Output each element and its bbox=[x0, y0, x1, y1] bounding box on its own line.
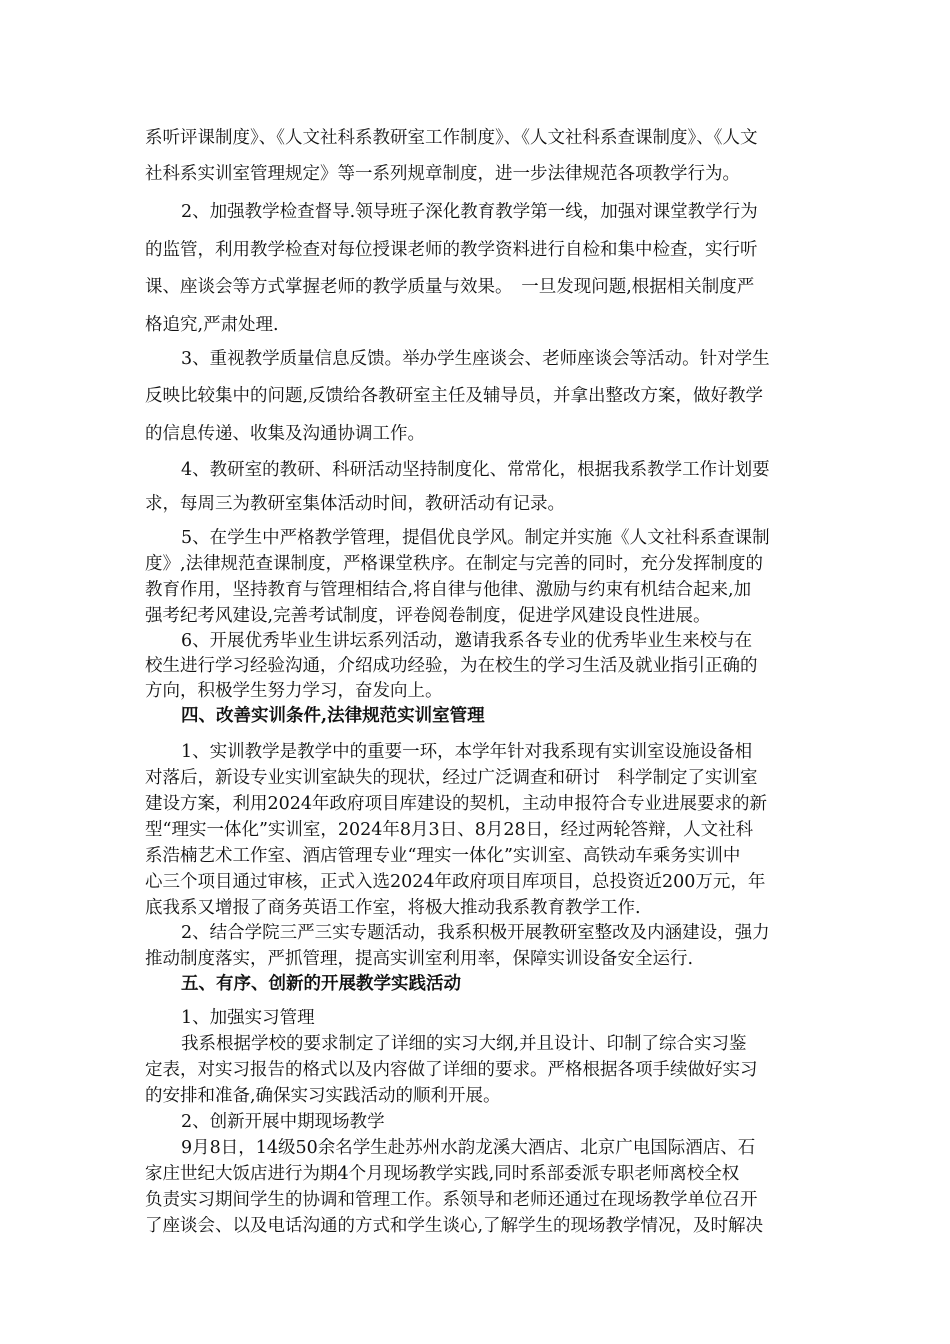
text-line: 推动制度落实，严抓管理，提高实训室利用率，保障实训设备安全运行. bbox=[145, 949, 694, 969]
text-line: 系浩楠艺术工作室、酒店管理专业“理实一体化”实训室、高铁动车乘务实训中 bbox=[145, 846, 741, 866]
text-line: 建设方案，利用2024年政府项目库建设的契机，主动申报符合专业进展要求的新 bbox=[145, 794, 768, 814]
text-line: 的监管，利用教学检查对每位授课老师的教学资料进行自检和集中检查，实行听 bbox=[145, 240, 758, 260]
text-line: 格追究,严肃处理. bbox=[145, 315, 279, 335]
text-line: 底我系又增报了商务英语工作室，将极大推动我系教育教学工作. bbox=[145, 898, 641, 918]
text-line: 的信息传递、收集及沟通协调工作。 bbox=[145, 424, 425, 444]
text-line: 系听评课制度》、《人文社科系教研室工作制度》、《人文社科系查课制度》、《人文 bbox=[145, 128, 758, 148]
text-line: 型“理实一体化”实训室，2024年8月3日、8月28日，经过两轮答辩，人文社科 bbox=[145, 820, 754, 840]
section-heading: 四、改善实训条件,法律规范实训室管理 bbox=[181, 706, 485, 726]
text-line: 定表，对实习报告的格式以及内容做了详细的要求。严格根据各项手续做好实习 bbox=[145, 1060, 758, 1080]
text-line: 负责实习期间学生的协调和管理工作。系领导和老师还通过在现场教学单位召开 bbox=[145, 1190, 758, 1210]
text-line: 1、实训教学是教学中的重要一环，本学年针对我系现有实训室设施设备相 bbox=[181, 742, 753, 762]
text-line: 强考纪考风建设,完善考试制度，评卷阅卷制度，促进学风建设良性进展。 bbox=[145, 606, 711, 626]
text-line: 校生进行学习经验沟通，介绍成功经验，为在校生的学习生活及就业指引正确的 bbox=[145, 656, 758, 676]
section-heading: 五、有序、创新的开展教学实践活动 bbox=[181, 974, 461, 994]
text-line: 4、教研室的教研、科研活动坚持制度化、常常化，根据我系教学工作计划要 bbox=[181, 460, 770, 480]
text-line: 2、加强教学检查督导.领导班子深化教育教学第一线，加强对课堂教学行为 bbox=[181, 202, 758, 222]
text-line: 家庄世纪大饭店进行为期4个月现场教学实践,同时系部委派专职老师离校全权 bbox=[145, 1164, 740, 1184]
text-line: 求，每周三为教研室集体活动时间，教研活动有记录。 bbox=[145, 494, 565, 514]
text-line: 了座谈会、以及电话沟通的方式和学生谈心,了解学生的现场教学情况，及时解决 bbox=[145, 1216, 764, 1236]
text-line: 度》,法律规范查课制度，严格课堂秩序。在制定与完善的同时，充分发挥制度的 bbox=[145, 554, 764, 574]
text-line: 9月8日，14级50余名学生赴苏州水韵龙溪大酒店、北京广电国际酒店、石 bbox=[181, 1138, 756, 1158]
text-line: 反映比较集中的问题,反馈给各教研室主任及辅导员，并拿出整改方案，做好教学 bbox=[145, 386, 764, 406]
text-line: 我系根据学校的要求制定了详细的实习大纲,并且设计、印制了综合实习鉴 bbox=[181, 1034, 747, 1054]
text-line: 1、加强实习管理 bbox=[181, 1008, 315, 1028]
text-line: 5、在学生中严格教学管理，提倡优良学风。制定并实施《人文社科系查课制 bbox=[181, 528, 770, 548]
text-line: 6、开展优秀毕业生讲坛系列活动，邀请我系各专业的优秀毕业生来校与在 bbox=[181, 631, 753, 651]
text-line: 教育作用，坚持教育与管理相结合,将自律与他律、激励与约束有机结合起来,加 bbox=[145, 580, 752, 600]
text-line: 课、座谈会等方式掌握老师的教学质量与效果。 一旦发现问题,根据相关制度严 bbox=[145, 277, 755, 297]
text-line: 社科系实训室管理规定》等一系列规章制度，进一步法律规范各项教学行为。 bbox=[145, 164, 740, 184]
text-line: 心三个项目通过审核，正式入选2024年政府项目库项目，总投资近200万元，年 bbox=[145, 872, 766, 892]
text-line: 方向，积极学生努力学习，奋发向上。 bbox=[145, 681, 443, 701]
text-line: 3、重视教学质量信息反馈。举办学生座谈会、老师座谈会等活动。针对学生 bbox=[181, 349, 770, 369]
text-line: 的安排和准备,确保实习实践活动的顺利开展。 bbox=[145, 1086, 501, 1106]
text-line: 2、结合学院三严三实专题活动，我系积极开展教研室整改及内涵建设，强力 bbox=[181, 923, 770, 943]
text-line: 对落后，新设专业实训室缺失的现状，经过广泛调查和研讨 科学制定了实训室 bbox=[145, 768, 758, 788]
text-line: 2、创新开展中期现场教学 bbox=[181, 1112, 385, 1132]
